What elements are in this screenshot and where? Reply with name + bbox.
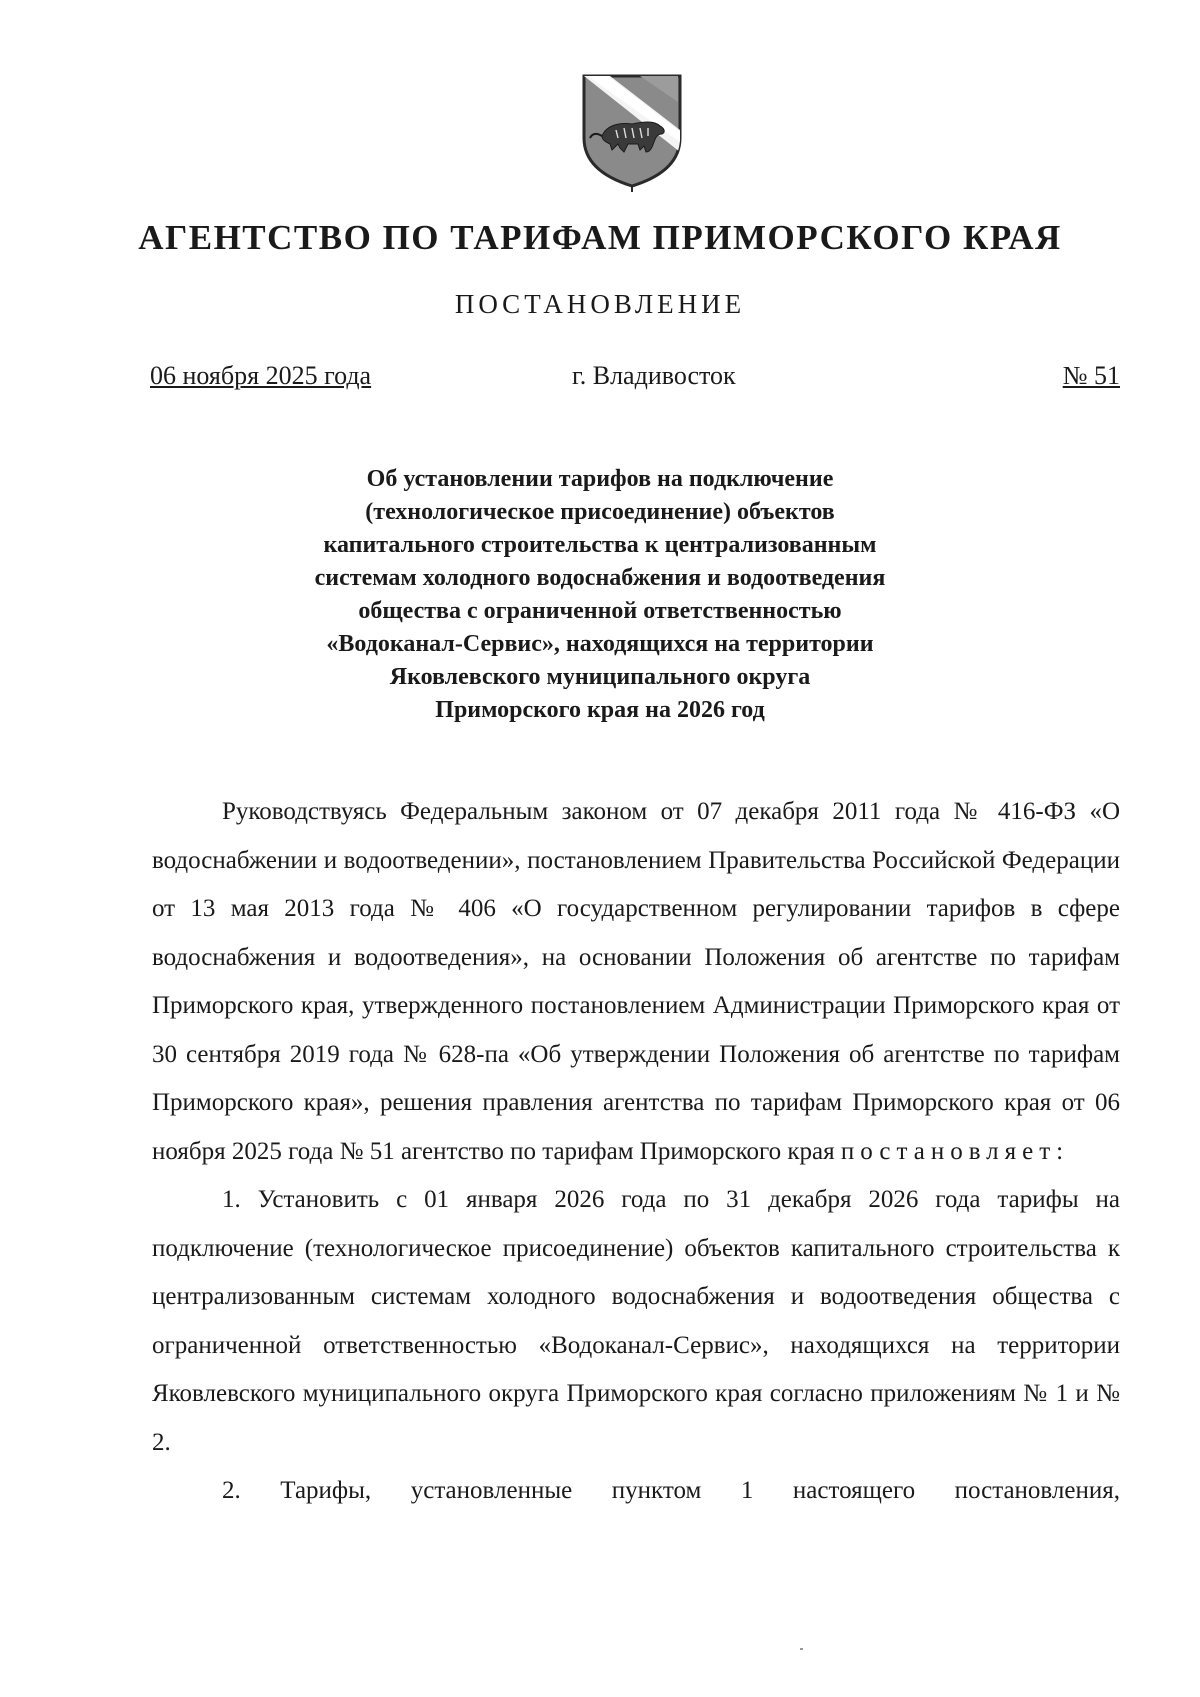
preamble-paragraph	[152, 788, 1120, 1176]
agency-name: АГЕНТСТВО ПО ТАРИФАМ ПРИМОРСКОГО КРАЯ	[138, 218, 1062, 257]
title-line: Приморского края на 2026 год	[435, 697, 765, 723]
title-line: «Водоканал-Сервис», находящихся на территории	[326, 631, 874, 657]
title-line: Об установлении тарифов на подключение	[366, 466, 834, 492]
title-line: (технологическое присоединение) объектов	[365, 499, 835, 525]
document-date: 06 ноября 2025 года	[150, 361, 372, 390]
document-type: ПОСТАНОВЛЕНИЕ	[454, 289, 746, 319]
preamble-text: Руководствуясь Федеральным законом от 07 декабря 2011 года № 416-ФЗ «О водоснабжении и водоотведении», постановлением Правительства Российской Федерации от 13 мая 2013 года № 406 «О государственном регулировании тарифов в сфере водоснабжения и водоотведения», на основании Положения об агентстве по тарифам Приморского края, утвержденного постановлением Администрации Приморского края от 30 сентября 2019 года № 628-па «Об утверждении Положения об агентстве по тарифам Приморского края», решения правления агентства по тарифам Приморского края от 06 ноября 2025 года № 51 агентство по тарифам Приморского края	[152, 798, 1120, 1165]
title-line: системам холодного водоснабжения и водоотведения	[314, 565, 886, 591]
title-line: Яковлевского муниципального округа	[389, 664, 811, 690]
scan-speck	[800, 1648, 803, 1650]
document-meta-row	[150, 361, 1120, 395]
item-2-paragraph: 2. Тарифы, установленные пунктом 1 настоящего постановления,	[222, 1477, 1120, 1504]
document-title	[200, 463, 1000, 727]
title-line: капитального строительства к централизованным	[323, 532, 877, 558]
document-number: № 51	[1062, 361, 1120, 390]
document-body	[152, 788, 1120, 1516]
document-city: г. Владивосток	[572, 361, 736, 390]
item-1-paragraph: 1. Установить с 01 января 2026 года по 31 декабря 2026 года тарифы на подключение (технологическое присоединение) объектов капитального строительства к централизованным системам холодного водоснабжения и водоотведения общества с ограниченной ответственностью «Водоканал-Сервис», находящихся на территории Яковлевского муниципального округа Приморского края согласно приложениям № 1 и № 2.	[152, 1186, 1120, 1456]
primorsky-coat-of-arms-icon	[580, 72, 684, 192]
title-line: общества с ограниченной ответственностью	[358, 598, 842, 624]
resolves-text: постановляет:	[840, 1137, 1070, 1165]
